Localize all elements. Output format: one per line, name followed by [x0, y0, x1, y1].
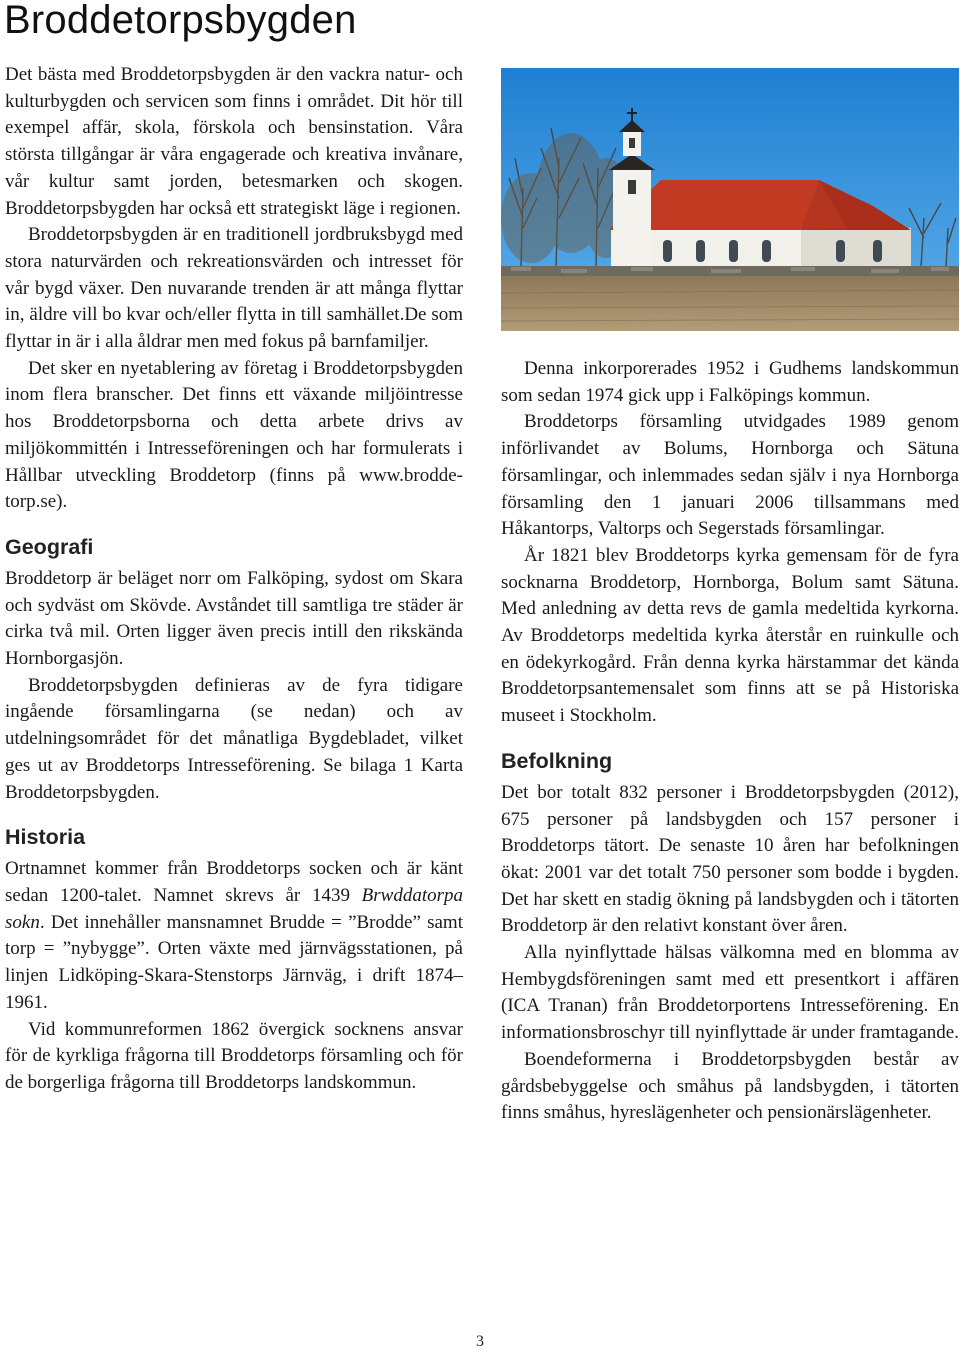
geografi-paragraph-1: Broddetorp är beläget norr om Falköping, sydost om Skara och sydväst om Skövde. Avståndet till samtliga tre städer är cirka två mil. Orten ligger även precis intill den rikskända Hornborgasjön. [5, 567, 463, 670]
church-photo [501, 68, 959, 331]
geografi-paragraph-2: Broddetorpsbygden definieras av de fyra tidigare ingående församlingarna (se nedan) och av utdelningsområdet för det månatliga Bygdebladet, vilket ges ut av Broddetorps Intresseförening. Se bilaga 1 Karta Broddetorpsbygden. [5, 674, 463, 803]
left-column [5, 62, 463, 1097]
befolkning-paragraph-3: Boendeformerna i Broddetorpsbygden består av gårdsbebyggelse och småhus på landsbygden, i tätorten finns småhus, hyreslägenheter och pensionärslägenheter. [501, 1048, 959, 1124]
historia-cont-paragraph-1: Denna inkorporerades 1952 i Gudhems landskommun som sedan 1974 gick upp i Falköpings kommun. [501, 358, 959, 406]
intro-paragraph-2: Broddetorpsbygden är en traditionell jordbruksbygd med stora naturvärden och rekreationsvärden och intresset för vår bygd växer. Den nuvarande trenden är att många flyttar in, äldre vill bo kvar och/eller flytta in till samhället.De som flyttar in är i alla åldrar men med fokus på barnfamiljer. [5, 224, 463, 353]
page-title: Broddetorpsbygden [4, 0, 357, 42]
intro-paragraph-3: Det sker en nyetablering av företag i Broddetorpsbygden inom flera branscher. Det finns ett växande miljöintresse hos Broddetorpsborna och detta arbete drivs av miljökommittén i Intresseföreningen och har formulerats i Hållbar utveckling Broddetorp (finns på www.broddetorp.se). [5, 357, 463, 513]
historia-cont-paragraph-3: År 1821 blev Broddetorps kyrka gemensam för de fyra socknarna Broddetorp, Hornborga, Bolum samt Sätuna. Med anledning av detta revs de gamla medeltida kyrkorna. Av Broddetorps medeltida kyrka återstår en ruinkulle och en ödekyrkogård. Från denna kyrka härstammar det kända Broddetorpsantemensalet som finns att se på Historiska museet i Stockholm. [501, 544, 959, 727]
historia-cont-paragraph-2: Broddetorps församling utvidgades 1989 genom införlivandet av Bolums, Hornborga och Sätuna församlingar, och inlemmades sedan själv i nya Hornborga församling den 1 januari 2006 tillsammans med Håkantorps, Valtorps och Segerstads församlingar. [501, 411, 959, 540]
geografi-heading: Geografi [5, 534, 94, 559]
historia-text-a: Ortnamnet kommer från Broddetorps socken och är känt sedan 1200-talet. Namnet skrevs år 1439 [5, 858, 463, 906]
befolkning-heading: Befolkning [501, 748, 613, 773]
right-column [501, 356, 959, 1127]
historia-paragraph-1 [5, 856, 463, 1016]
intro-paragraph-1: Det bästa med Broddetorpsbygden är den vackra natur- och kulturbygden och servicen som finns i området. Dit hör till exempel affär, skola, förskola och bensinstation. Våra största tillgångar är våra engagerade och kreativa invånare, vår kultur samt jorden, betesmarken och skogen. Broddetorpsbygden har också ett strategiskt läge i regionen. [5, 64, 463, 219]
historia-text-b: . Det innehåller mansnamnet Brudde = ”Brodde” samt torp = ”nybygge”. Orten växte med järnvägsstationen, på linjen Lidköping-Skara-Stenstorps Järnväg, i drift 1874–1961. [5, 911, 463, 1013]
historia-paragraph-2: Vid kommunreformen 1862 övergick socknens ansvar för de kyrkliga frågorna till Broddetorps församling och för de borgerliga frågorna till Broddetorps landskommun. [5, 1018, 463, 1093]
church-illustration [501, 68, 959, 331]
historia-heading: Historia [5, 825, 86, 850]
page-number: 3 [476, 1333, 484, 1350]
befolkning-paragraph-1: Det bor totalt 832 personer i Broddetorpsbygden (2012), 675 personer på landsbygden och 157 personer i Broddetorps tätort. De senaste 10 åren har befolkningen ökat: 2001 var det totalt 750 personer som bodde i bygden. Det har skett en stadig ökning på landsbygden och i tätorten Broddetorp är den relativt konstant över åren. [501, 781, 959, 937]
historia-old-name: Brwddatorpa sokn [5, 884, 463, 933]
befolkning-paragraph-2: Alla nyinflyttade hälsas välkomna med en blomma av Hembygdsföreningen samt med ett presentkort i affären (ICA Tranan) från Broddetorportens Intresseförening. En informationsbroschyr till nyinflyttade är under framtagande. [501, 942, 959, 1044]
